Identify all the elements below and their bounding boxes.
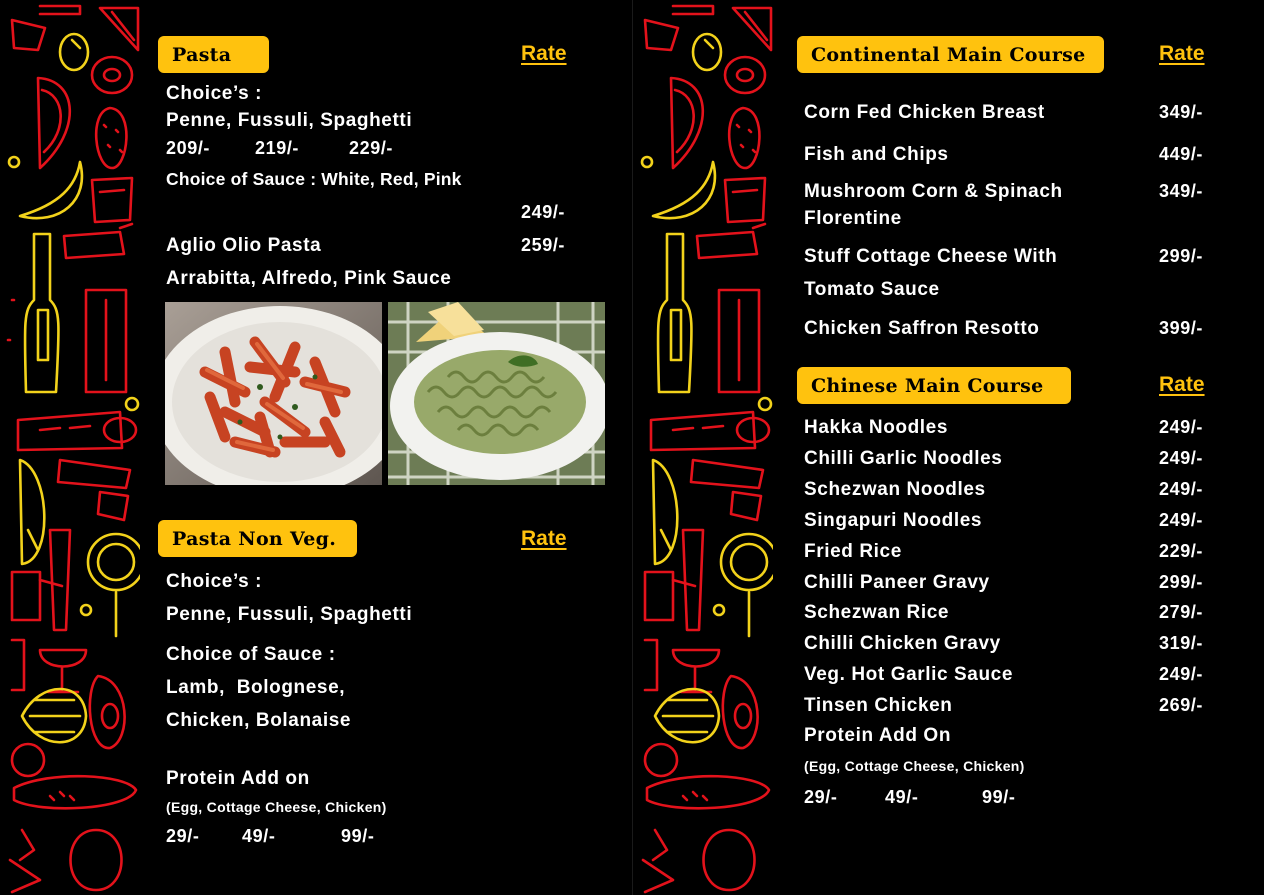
chinese-item-price: 249/- bbox=[1159, 417, 1204, 437]
chinese-item-name: Fried Rice bbox=[804, 541, 902, 562]
continental-item-price: 349/- bbox=[1159, 102, 1204, 122]
continental-item-name: Stuff Cottage Cheese With bbox=[804, 246, 1058, 267]
chinese-item-name: Schezwan Rice bbox=[804, 602, 950, 623]
section-title-pasta: Pasta bbox=[158, 36, 269, 73]
chinese-item-price: 279/- bbox=[1159, 602, 1204, 622]
section-title-pasta-non-veg: Pasta Non Veg. bbox=[158, 520, 357, 557]
chinese-item-name: Chilli Paneer Gravy bbox=[804, 572, 990, 593]
pasta-choices-label: Choice’s : bbox=[166, 83, 263, 104]
section-title-chinese: Chinese Main Course bbox=[797, 367, 1071, 404]
chinese-item-price: 229/- bbox=[1159, 541, 1204, 561]
rate-header-pasta: Rate bbox=[521, 42, 567, 65]
chinese-protein-price-3: 99/- bbox=[982, 787, 1016, 807]
continental-item-price: 349/- bbox=[1159, 181, 1204, 201]
chinese-item-price: 249/- bbox=[1159, 664, 1204, 684]
chinese-item-price: 299/- bbox=[1159, 572, 1204, 592]
continental-item-price: 399/- bbox=[1159, 318, 1204, 338]
chinese-item-price: 249/- bbox=[1159, 510, 1204, 530]
chinese-item-name: Singapuri Noodles bbox=[804, 510, 983, 531]
chinese-item-name: Tinsen Chicken bbox=[804, 695, 953, 716]
pasta-nv-sauce-label: Choice of Sauce : bbox=[166, 644, 336, 665]
pasta-nv-sauce-line-1: Lamb, Bolognese, bbox=[166, 677, 346, 698]
chinese-item-price: 249/- bbox=[1159, 479, 1204, 499]
pasta-nv-protein-price-1: 29/- bbox=[166, 826, 200, 846]
continental-item-name: Corn Fed Chicken Breast bbox=[804, 102, 1045, 123]
chinese-item-name: Veg. Hot Garlic Sauce bbox=[804, 664, 1014, 685]
chinese-item-name: Chilli Chicken Gravy bbox=[804, 633, 1001, 654]
pasta-nv-protein-price-2: 49/- bbox=[242, 826, 276, 846]
continental-item-price: 449/- bbox=[1159, 144, 1204, 164]
continental-item-name-line2: Tomato Sauce bbox=[804, 279, 940, 300]
pasta-nv-protein-price-3: 99/- bbox=[341, 826, 375, 846]
pasta-nv-protein-note: (Egg, Cottage Cheese, Chicken) bbox=[166, 799, 387, 815]
pasta-choice-price-3: 229/- bbox=[349, 138, 394, 158]
food-pattern-decoration bbox=[633, 0, 773, 895]
pasta-nv-protein-label: Protein Add on bbox=[166, 768, 310, 789]
rate-header-pasta-non-veg: Rate bbox=[521, 527, 567, 550]
fusilli-pesto-photo bbox=[388, 302, 605, 485]
penne-red-sauce-photo bbox=[165, 302, 382, 485]
continental-item-name: Fish and Chips bbox=[804, 144, 949, 165]
pasta-choice-price-1: 209/- bbox=[166, 138, 211, 158]
pasta-sauce-line: Choice of Sauce : White, Red, Pink bbox=[166, 169, 462, 189]
continental-item-name-line2: Florentine bbox=[804, 208, 902, 229]
pasta-nv-choices: Penne, Fussuli, Spaghetti bbox=[166, 604, 413, 625]
section-title-continental: Continental Main Course bbox=[797, 36, 1104, 73]
chinese-item-name: Hakka Noodles bbox=[804, 417, 949, 438]
chinese-item-price: 269/- bbox=[1159, 695, 1204, 715]
chinese-item-name: Schezwan Noodles bbox=[804, 479, 986, 500]
chinese-protein-price-1: 29/- bbox=[804, 787, 838, 807]
pasta-nv-choices-label: Choice’s : bbox=[166, 571, 263, 592]
chinese-item-name: Chilli Garlic Noodles bbox=[804, 448, 1003, 469]
aglio-olio-price: 259/- bbox=[521, 235, 566, 255]
rate-header-continental: Rate bbox=[1159, 42, 1205, 65]
rate-header-chinese: Rate bbox=[1159, 373, 1205, 396]
chinese-item-price: 319/- bbox=[1159, 633, 1204, 653]
chinese-protein-label: Protein Add On bbox=[804, 725, 952, 746]
continental-item-name: Mushroom Corn & Spinach bbox=[804, 181, 1063, 202]
aglio-olio-name: Aglio Olio Pasta bbox=[166, 235, 322, 256]
pasta-choice-price-2: 219/- bbox=[255, 138, 300, 158]
continental-item-price: 299/- bbox=[1159, 246, 1204, 266]
pasta-extra-sauces: Arrabitta, Alfredo, Pink Sauce bbox=[166, 268, 452, 289]
chinese-protein-price-2: 49/- bbox=[885, 787, 919, 807]
pasta-choices: Penne, Fussuli, Spaghetti bbox=[166, 110, 413, 131]
chinese-protein-note: (Egg, Cottage Cheese, Chicken) bbox=[804, 758, 1025, 774]
pasta-nv-sauce-line-2: Chicken, Bolanaise bbox=[166, 710, 352, 731]
menu-page-right bbox=[632, 0, 1264, 895]
chinese-item-price: 249/- bbox=[1159, 448, 1204, 468]
pasta-sauce-price: 249/- bbox=[521, 202, 566, 222]
food-pattern-decoration bbox=[0, 0, 140, 895]
continental-item-name: Chicken Saffron Resotto bbox=[804, 318, 1040, 339]
